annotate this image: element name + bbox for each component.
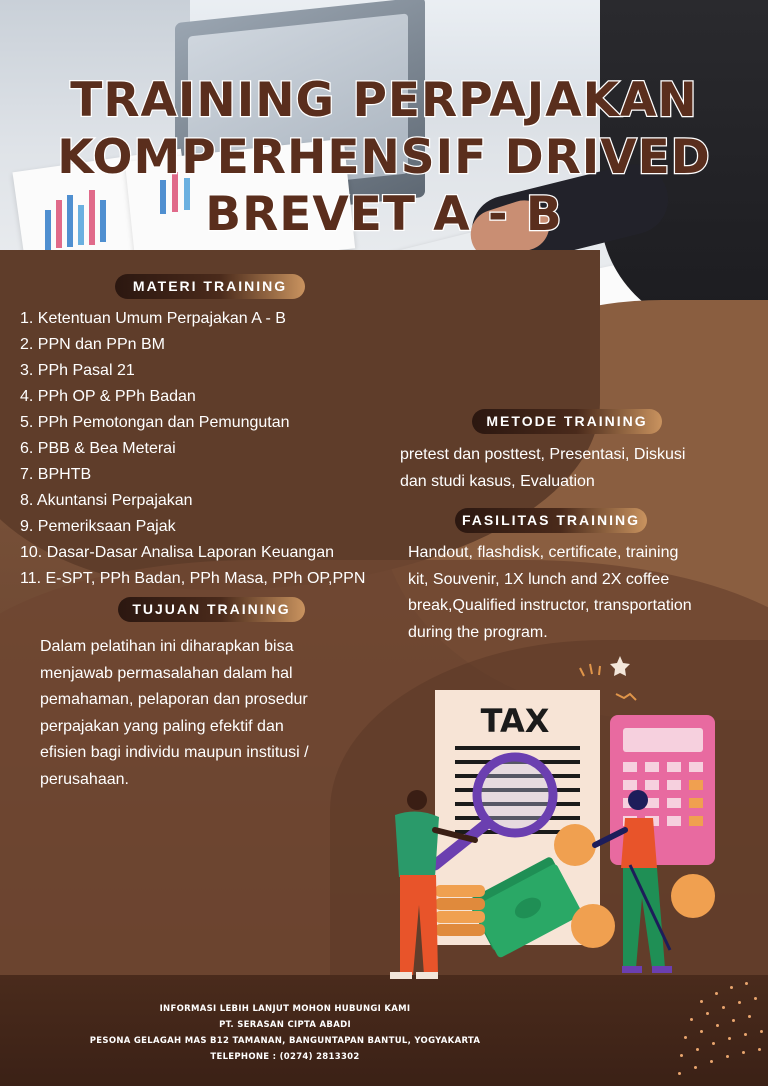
tujuan-line: pemahaman, pelaporan dan prosedur	[40, 691, 308, 708]
list-item: 3. PPh Pasal 21	[20, 362, 135, 379]
list-item: 7. BPHTB	[20, 466, 92, 483]
materi-heading: MATERI TRAINING	[115, 274, 305, 299]
list-item: 11. E-SPT, PPh Badan, PPh Masa, PPh OP,PPN	[20, 570, 366, 587]
metode-heading: METODE TRAINING	[472, 409, 662, 434]
metode-text	[400, 442, 685, 495]
metode-line: dan studi kasus, Evaluation	[400, 472, 595, 490]
fasilitas-line: during the program.	[408, 623, 548, 641]
list-item: 1. Ketentuan Umum Perpajakan A - B	[20, 310, 286, 327]
materi-list	[20, 306, 365, 592]
title-line: TRAINING PERPAJAKAN	[70, 73, 698, 128]
tujuan-line: efisien bagi individu maupun institusi /	[40, 744, 309, 761]
list-item: 4. PPh OP & PPh Badan	[20, 388, 196, 405]
fasilitas-line: Handout, flashdisk, certificate, training	[408, 544, 679, 561]
tujuan-heading: TUJUAN TRAINING	[118, 597, 305, 622]
tujuan-line: Dalam pelatihan ini diharapkan bisa	[40, 638, 294, 655]
company-phone: TELEPHONE : (0274) 2813302	[210, 1052, 360, 1062]
star-icon	[610, 656, 630, 676]
list-item: 9. Pemeriksaan Pajak	[20, 518, 176, 535]
footer-line: INFORMASI LEBIH LANJUT MOHON HUBUNGI KAMI	[159, 1004, 411, 1014]
list-item: 6. PBB & Bea Meterai	[20, 440, 176, 457]
list-item: 10. Dasar-Dasar Analisa Laporan Keuangan	[20, 544, 334, 561]
poster-title	[0, 72, 768, 243]
list-item: 5. PPh Pemotongan dan Pemungutan	[20, 414, 290, 431]
fasilitas-heading: FASILITAS TRAINING	[455, 508, 647, 533]
tujuan-line: menjawab permasalahan dalam hal	[40, 664, 293, 682]
company-address: PESONA GELAGAH MAS B12 TAMANAN, BANGUNTAPAN BANTUL, YOGYAKARTA	[89, 1036, 481, 1046]
title-line: KOMPERHENSIF DRIVED	[57, 130, 711, 185]
tujuan-text	[40, 634, 309, 793]
metode-line: pretest dan posttest, Presentasi, Diskusi	[400, 446, 686, 463]
tax-document-label: TAX	[480, 702, 550, 740]
title-line: BREVET A - B	[205, 187, 563, 242]
list-item: 2. PPN dan PPn BM	[20, 336, 165, 353]
fasilitas-line: kit, Souvenir, 1X lunch and 2X coffee	[408, 570, 670, 588]
company-name: PT. SERASAN CIPTA ABADI	[219, 1020, 351, 1030]
tax-illustration	[380, 650, 720, 990]
tujuan-line: perusahaan.	[40, 770, 129, 788]
fasilitas-line: break,Qualified instructor, transportation	[408, 597, 692, 614]
list-item: 8. Akuntansi Perpajakan	[20, 492, 193, 509]
tujuan-line: perpajakan yang paling efektif dan	[40, 717, 284, 735]
fasilitas-text	[408, 540, 692, 646]
footer-contact	[0, 1001, 570, 1065]
